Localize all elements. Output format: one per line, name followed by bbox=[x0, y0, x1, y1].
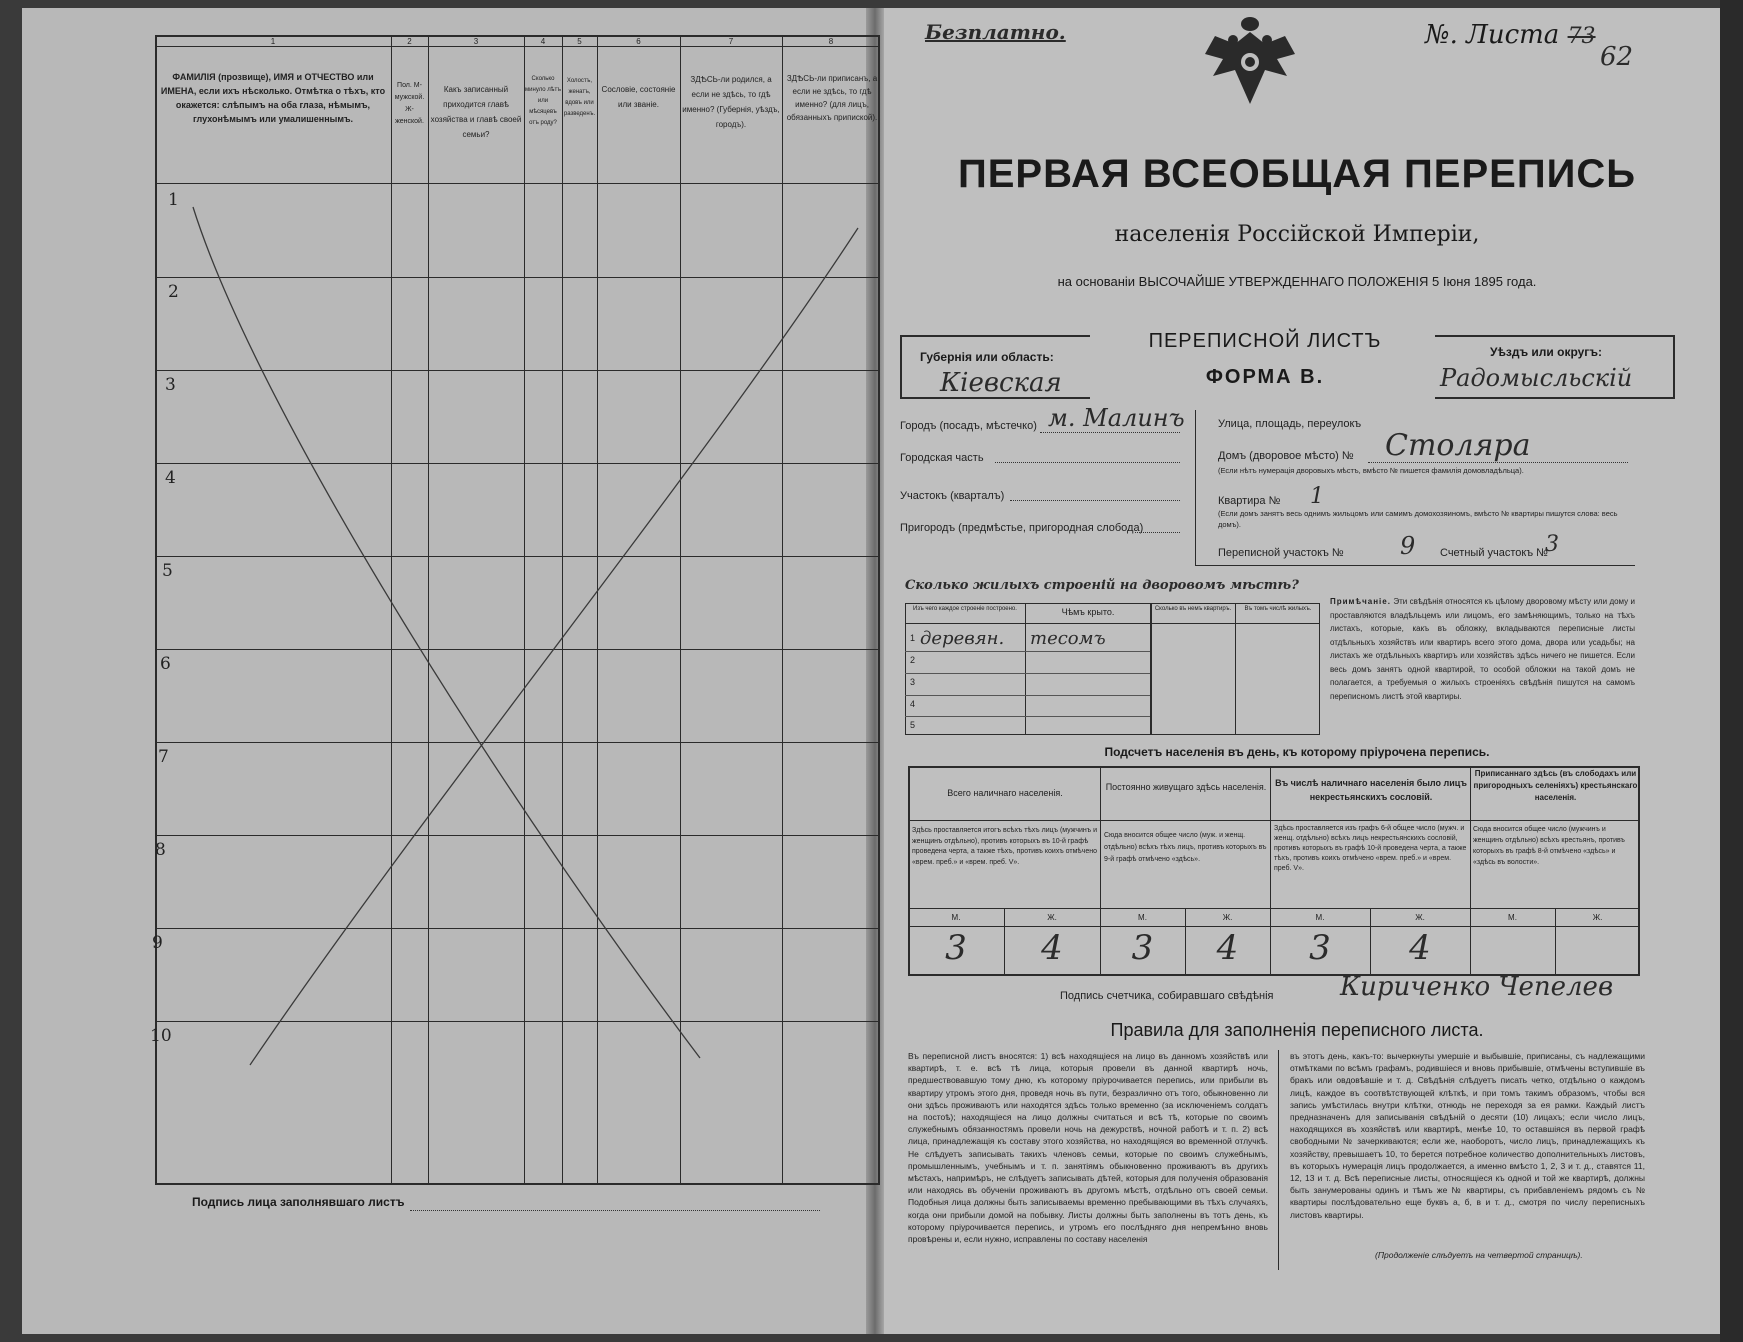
buildings-row-num: 4 bbox=[910, 699, 916, 709]
kvartira-note: (Если домъ занятъ весь однимъ жильцомъ или самимъ домохозяиномъ, вмѣсто № квартиры пишутся слова: весь домъ). bbox=[1218, 509, 1618, 529]
count-value: 3 bbox=[1131, 928, 1154, 968]
street-label: Улица, площадь, переулокъ bbox=[1218, 418, 1362, 430]
row-number: 4 bbox=[165, 468, 176, 488]
count-m-label: М. bbox=[951, 913, 961, 922]
schetny-uchastok-label: Счетный участокъ № bbox=[1440, 547, 1548, 559]
buildings-row-num: 3 bbox=[910, 677, 916, 687]
census-title: ПЕРВАЯ ВСЕОБЩАЯ ПЕРЕПИСЬ bbox=[958, 152, 1636, 196]
rules-continue: (Продолженіе слѣдуетъ на четвертой страницѣ). bbox=[1375, 1250, 1583, 1260]
col-num-5: 5 bbox=[577, 37, 582, 46]
row-number: 9 bbox=[152, 933, 163, 953]
buildings-question: Сколько жилыхъ строеній на дворовомъ мѣстѣ? bbox=[905, 578, 1299, 593]
form-name: ФОРМА В. bbox=[1205, 366, 1325, 388]
left-signature-label: Подпись лица заполнявшаго листъ bbox=[192, 1195, 405, 1209]
count-mz-line bbox=[908, 908, 1640, 909]
buildings-header-3: Сколько въ немъ квартиръ. bbox=[1154, 606, 1232, 612]
count-value: 3 bbox=[1309, 928, 1331, 968]
count-value: 4 bbox=[1409, 928, 1431, 968]
sheet-number-alt: 62 bbox=[1600, 42, 1634, 72]
sheet-number: 73 bbox=[1567, 24, 1596, 49]
count-mz-line bbox=[908, 926, 1640, 927]
sheet-label: №. Листа bbox=[1425, 20, 1560, 50]
count-header-3: Въ числѣ наличнаго населенія было лицъ некрестьянскихъ сословій. bbox=[1275, 778, 1467, 802]
col-num-8: 8 bbox=[828, 37, 834, 46]
count-header-4: Приписаннаго здѣсь (въ слободахъ или пригородныхъ селеніяхъ) крестьянскаго населенія. bbox=[1473, 769, 1638, 802]
row-number: 10 bbox=[150, 1026, 172, 1046]
col-header-age: Сколько минуло лѣтъ или мѣсяцевъ отъ роду? bbox=[525, 76, 561, 126]
census-subtitle: населенія Россійской Имперіи, bbox=[1114, 222, 1480, 247]
col-header-relation: Какъ записанный приходится главѣ хозяйства и главѣ своей семьи? bbox=[430, 85, 522, 139]
buildings-row-line bbox=[905, 695, 1150, 696]
prigorod-label: Пригородъ (предмѣстье, пригородная слобода) bbox=[900, 522, 1144, 534]
count-zh-label: Ж. bbox=[1415, 913, 1425, 922]
row-number: 8 bbox=[155, 840, 166, 860]
rules-title: Правила для заполненія переписного листа. bbox=[1110, 1020, 1484, 1040]
col-header-birthplace: ЗДѢСЬ-ли родился, а если не здѣсь, то гдѣ именно? (Губернія, уѣздъ, городъ). bbox=[682, 75, 780, 129]
address-bottom-line bbox=[1195, 565, 1635, 566]
left-signature-line bbox=[410, 1210, 820, 1211]
row-number: 5 bbox=[162, 561, 173, 581]
count-m-label: М. bbox=[1138, 913, 1147, 922]
kvartira-label: Квартира № bbox=[1218, 495, 1281, 507]
rules-divider bbox=[1278, 1050, 1279, 1270]
buildings-row-num: 5 bbox=[910, 720, 916, 730]
guberniya-value: Кіевская bbox=[940, 368, 1062, 398]
book-edge bbox=[1720, 0, 1743, 1342]
row-number: 1 bbox=[168, 190, 179, 210]
uezd-value: Радомысльскій bbox=[1440, 364, 1633, 392]
count-value: 4 bbox=[1216, 928, 1239, 968]
dom-label: Домъ (дворовое мѣсто) № bbox=[1218, 450, 1354, 462]
prigorod-line bbox=[1135, 532, 1180, 533]
col-num-4: 4 bbox=[540, 37, 546, 46]
perepisnoy-uchastok-label: Переписной участокъ № bbox=[1218, 547, 1344, 559]
form-title: ПЕРЕПИСНОЙ ЛИСТЪ bbox=[1148, 330, 1382, 352]
counter-signature-label: Подпись счетчика, собиравшаго свѣдѣнія bbox=[1060, 990, 1274, 1002]
col-header-marital: Холостъ, женатъ, вдовъ или разведенъ. bbox=[563, 78, 596, 117]
col-header-sex: Пол. М-мужской. Ж-женской. bbox=[394, 82, 425, 125]
kvartira-value: 1 bbox=[1310, 484, 1324, 509]
gorod-line bbox=[1040, 432, 1180, 433]
count-m-label: М. bbox=[1315, 913, 1325, 922]
count-header-1: Всего наличнаго населенія. bbox=[947, 788, 1063, 798]
row-number: 2 bbox=[168, 282, 179, 302]
dom-line bbox=[1368, 462, 1628, 463]
gorod-label: Городъ (посадъ, мѣстечко) bbox=[900, 420, 1037, 432]
gorodskaya-line bbox=[995, 462, 1180, 463]
count-header-2: Постоянно живущаго здѣсь населенія. bbox=[1105, 782, 1267, 792]
buildings-row-num: 2 bbox=[910, 655, 916, 665]
address-divider bbox=[1195, 410, 1196, 565]
count-zh-label: Ж. bbox=[1222, 913, 1233, 922]
buildings-header-1: Изъ чего каждое строеніе построено. bbox=[913, 606, 1017, 612]
perepisnoy-uchastok-value: 9 bbox=[1400, 532, 1416, 560]
count-desc-2: Сюда вносится общее число (муж. и женщ. отдѣльно) всѣхъ тѣхъ лицъ, противъ которыхъ въ 9-й графѣ отмѣчено «здѣсь». bbox=[1104, 832, 1267, 863]
uezd-label: Уѣздъ или округъ: bbox=[1490, 345, 1603, 359]
buildings-header-line bbox=[905, 623, 1320, 624]
eagle-emblem-icon bbox=[1195, 14, 1305, 114]
note-body: Эти свѣдѣнія относятся къ цѣлому дворовому мѣсту или дому и проставляются владѣльцемъ или лицомъ, его замѣняющимъ, только на тѣхъ листахъ, которые, какъ въ обложку, вкладываются переписные листы отдѣльныхъ хозяйствъ или квартиръ всего этого дома, двора или усадьбы; на листахъ же отдѣльныхъ квартиръ или хозяйствъ здѣсь ничего не пишется. Если весь домъ занятъ одной квартирой, то особой обложки на такой домъ не полагается, а требуемыя о жилыхъ строеніяхъ свѣдѣнія пишутся на самомъ переписномъ листѣ этой квартиры. bbox=[1330, 597, 1635, 701]
count-desc-3: Здѣсь проставляется изъ графъ 6-й общее число (мужч. и женщ. отдѣльно) всѣхъ лицъ некрестьянскихъ сословій, противъ которыхъ въ графѣ 10-й проведена черта, а также тѣхъ, противъ коихъ отмѣчено «врем. преб.» и «врем. преб. V». bbox=[1274, 825, 1467, 872]
col-num-6: 6 bbox=[636, 37, 641, 46]
count-zh-label: Ж. bbox=[1047, 913, 1057, 922]
gorodskaya-chast: Городская часть bbox=[900, 452, 984, 464]
col-num-1: 1 bbox=[270, 37, 276, 46]
count-header-line bbox=[908, 820, 1640, 821]
count-col-line bbox=[1470, 766, 1471, 976]
guberniya-label: Губернія или область: bbox=[920, 350, 1054, 364]
count-desc-4: Сюда вносится общее число (мужчинъ и женщинъ отдѣльно) всѣхъ крестьянъ, противъ которыхъ въ графѣ 8-й отмѣчено «здѣсь» и «здѣсь въ волости». bbox=[1473, 826, 1625, 866]
buildings-row-line bbox=[905, 716, 1150, 717]
row-number: 7 bbox=[158, 747, 169, 767]
count-title: Подсчетъ населенія въ день, къ которому пріурочена перепись. bbox=[1104, 745, 1490, 759]
buildings-row-line bbox=[905, 651, 1150, 652]
col-num-2: 2 bbox=[407, 37, 412, 46]
count-desc-1: Здѣсь проставляется итогъ всѣхъ тѣхъ лицъ (мужчинъ и женщинъ отдѣльно), противъ которыхъ въ 10-й графѣ проведена черта, а также тѣхъ, противъ коихъ отмѣчено «врем. преб.» и «врем. преб. V». bbox=[912, 827, 1097, 866]
sheet-number-label bbox=[1425, 20, 1596, 50]
building-roof: тесомъ bbox=[1030, 628, 1106, 649]
uchastok-line bbox=[1010, 500, 1180, 501]
schetny-uchastok-value: 3 bbox=[1545, 532, 1559, 557]
note-title: Примѣчаніе. bbox=[1330, 597, 1391, 606]
crossout-mark bbox=[0, 0, 880, 1200]
count-value: 3 bbox=[945, 928, 967, 968]
col-header-estate: Сословіе, состояніе или званіе. bbox=[601, 85, 676, 109]
dom-note: (Если нѣтъ нумерація дворовыхъ мѣстъ, вмѣсто № пишется фамилія домовладѣльца). bbox=[1218, 466, 1524, 475]
counter-signature: Кириченко Чепелев bbox=[1340, 972, 1614, 1002]
rules-column-1: Въ переписной листъ вносятся: 1) всѣ находящіеся на лицо въ данномъ хозяйствѣ или квартирѣ, т. е. всѣ тѣ лица, которыя провели въ данной квартирѣ ночь, предшествовавшую тому дню, къ которому пріурочивается перепись, или прибыли въ квартиру утромъ этого дня, проведя ночь въ пути, безразлично отъ того, обыкновенно ли они здѣсь проживаютъ или находятся здѣсь только временно (за исключеніемъ солдатъ на постоѣ); находящіеся на лицо должны считаться и всѣ тѣ, которые по своимъ служебнымъ обязанностямъ провели ночь на дежурствѣ, ночной работѣ и т. п. 2) всѣ лица, принадлежащія къ составу этого хозяйства, но находящіяся во временной отлучкѣ. Не слѣдуетъ записывать такихъ членовъ семьи, которые по своимъ служебнымъ, промышленнымъ, учебнымъ и т. п. занятіямъ обыкновенно проживаютъ въ другихъ мѣстахъ, напримѣръ, не слѣдуетъ записывать дѣтей, которыя для полученія образованія или находясь въ обученіи проживаютъ въ другомъ мѣстѣ, отдѣльно отъ своей семьи. Подобныя лица должны быть записываемы временно пребывающими въ тѣхъ случаяхъ, когда они прибыли домой на побывку. Листы должны быть заполнены въ тотъ день, къ которому пріурочивается перепись, и утромъ его послѣдняго дня непремѣнно вновь провѣрены и, если нужно, исправлены по составу населенія bbox=[908, 1051, 1268, 1245]
buildings-row-line bbox=[905, 673, 1150, 674]
buildings-row-num: 1 bbox=[910, 633, 916, 643]
row-number: 3 bbox=[165, 375, 176, 395]
count-zh-label: Ж. bbox=[1592, 913, 1603, 922]
row-number: 6 bbox=[160, 654, 171, 674]
buildings-header-4: Въ томъ числѣ жилыхъ. bbox=[1244, 606, 1312, 612]
dom-value: Столяра bbox=[1385, 428, 1531, 463]
col-header-registered: ЗДѢСЬ-ли приписанъ, а если не здѣсь, то гдѣ именно? (для лицъ, обязанныхъ припиской). bbox=[786, 74, 878, 122]
col-num-3: 3 bbox=[473, 37, 479, 46]
count-value: 4 bbox=[1041, 928, 1063, 968]
census-basis: на основаніи ВЫСОЧАЙШЕ УТВЕРЖДЕННАГО ПОЛОЖЕНІЯ 5 Іюня 1895 года. bbox=[1057, 274, 1537, 289]
col-header-name: ФАМИЛІЯ (прозвище), ИМЯ и ОТЧЕСТВО или ИМЕНА, если ихъ нѣсколько. Отмѣтка о тѣхъ, кто окажется: слѣпымъ на оба глаза, нѣмымъ, глухонѣмымъ или умалишеннымъ. bbox=[160, 72, 386, 124]
count-m-label: М. bbox=[1508, 913, 1517, 922]
uchastok-label: Участокъ (кварталъ) bbox=[900, 490, 1005, 502]
note-text bbox=[1330, 595, 1635, 703]
gorod-value: м. Малинъ bbox=[1048, 404, 1185, 432]
building-material: деревян. bbox=[920, 628, 1005, 649]
rules-column-2: въ этотъ день, какъ-то: вычеркнуты умершіе и выбывшіе, приписаны, съ надлежащими отмѣтками по всѣмъ графамъ, родившіеся и вновь прибывшіе, отмѣчены вступившіе въ бракъ или овдовѣвшіе и т. д. Свѣдѣнія слѣдуетъ писать четко, отдѣльно о каждомъ лицѣ, каждое въ соотвѣтствующей клѣткѣ, и при томъ такимъ образомъ, чтобы вся запись умѣстилась внутри клѣтки, отнюдь не переходя за ея рамки. Каждый листъ предназначенъ для записыванія свѣдѣній о десяти (10) лицахъ; если число лицъ, находящихся въ хозяйствѣ или квартирѣ, менѣе 10, то оставшіяся въ первой графѣ свободными № зачеркиваются; если же, наоборотъ, число лицъ, принадлежащихъ къ хозяйству, превышаетъ 10, то берется потребное количество дополнительныхъ листовъ, въ которыхъ нумерація лицъ продолжается, а именно вмѣсто 1, 2, 3 и т. д., ставятся 11, 12, 13 и т. д. Всѣ переписные листы, относящіеся къ одной и той же квартирѣ, должны быть занумерованы одинъ и тѣмъ же № квартиры, съ прибавленіемъ рядомъ съ № квартиры послѣдовательно еще буквъ а, б, в и т. д., смотря по числу переписныхъ листовъ квартиры. bbox=[1290, 1051, 1645, 1220]
col-num-7: 7 bbox=[728, 37, 734, 46]
free-label: Безплатно. bbox=[925, 20, 1066, 44]
buildings-header-2: Чѣмъ крыто. bbox=[1061, 607, 1115, 617]
